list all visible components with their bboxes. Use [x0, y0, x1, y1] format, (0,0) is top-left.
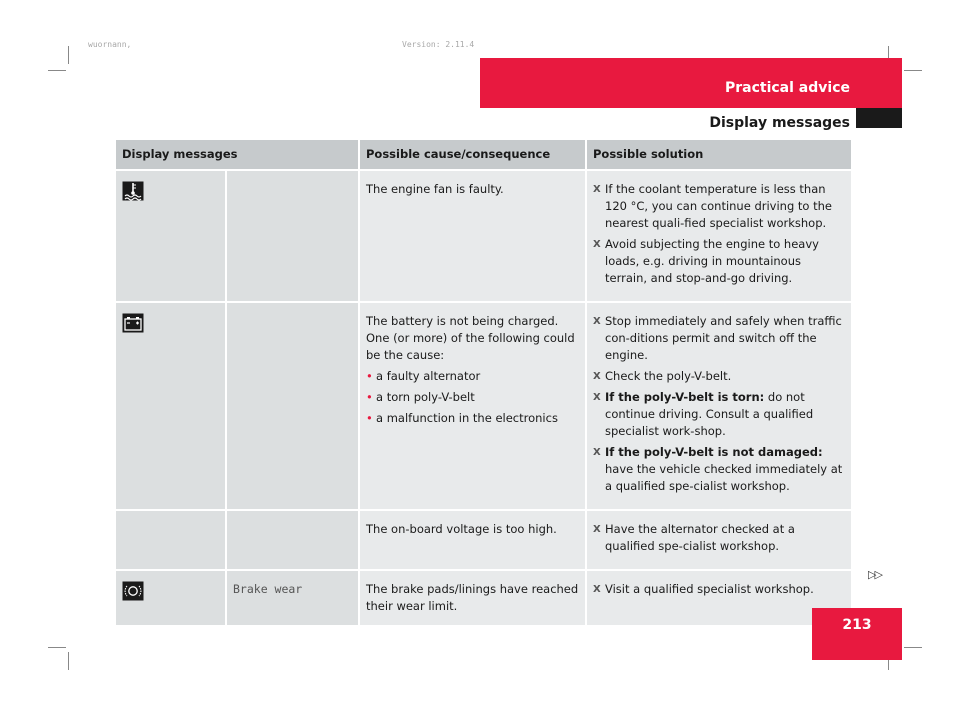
coolant-temperature-icon: [122, 181, 144, 206]
print-slug-right: Version: 2.11.4: [402, 40, 475, 49]
step-arrow-icon: X: [593, 316, 601, 327]
thumb-tab: [856, 108, 902, 128]
icon-cell: [116, 170, 226, 302]
step-arrow-icon: X: [593, 584, 601, 595]
step-text: Stop immediately and safely when traffic con-ditions permit and switch off the engine.: [605, 314, 842, 362]
section-title: Practical advice: [724, 80, 850, 96]
step-text: If the coolant temperature is less than 120 °C, you can continue driving to the nearest quali-fied specialist workshop.: [605, 182, 832, 230]
page-number-band: [812, 608, 902, 660]
subsection-title: Display messages: [709, 115, 850, 131]
column-header-solution: Possible solution: [586, 140, 851, 170]
cause-text: The on-board voltage is too high.: [366, 522, 557, 536]
solution-step: [593, 313, 845, 364]
solution-cell: [586, 170, 851, 302]
solution-cell: [586, 510, 851, 570]
step-text: Have the alternator checked at a qualified spe-cialist workshop.: [605, 522, 795, 553]
step-text: Avoid subjecting the engine to heavy loads, e.g. driving in mountainous terrain, and stop-and-go driving.: [605, 237, 819, 285]
solution-step: [593, 581, 845, 598]
table-row: [116, 302, 851, 510]
solution-step: [593, 389, 845, 440]
step-arrow-icon: X: [593, 524, 601, 535]
cause-bullet: [366, 410, 579, 427]
cause-text: The brake pads/linings have reached their wear limit.: [366, 582, 579, 613]
bullet-dot-icon: •: [366, 411, 373, 425]
message-cell: [226, 570, 359, 625]
battery-icon: [122, 313, 144, 338]
icon-cell: [116, 510, 226, 570]
cause-text: The battery is not being charged. One (or more) of the following could be the cause:: [366, 314, 575, 362]
display-messages-table: [116, 140, 851, 625]
continue-arrow-icon: ▷▷: [868, 568, 881, 581]
crop-mark: [904, 647, 922, 648]
step-arrow-icon: X: [593, 371, 601, 382]
column-header-cause: Possible cause/consequence: [359, 140, 586, 170]
crop-mark: [68, 46, 69, 64]
message-text: Brake wear: [233, 582, 303, 596]
step-arrow-icon: X: [593, 239, 601, 250]
cause-text: The engine fan is faulty.: [366, 182, 504, 196]
crop-mark: [48, 70, 66, 71]
table-row: [116, 170, 851, 302]
solution-step: [593, 444, 845, 495]
step-arrow-icon: X: [593, 392, 601, 403]
crop-mark: [904, 70, 922, 71]
step-arrow-icon: X: [593, 447, 601, 458]
crop-mark: [68, 652, 69, 670]
bullet-text: a faulty alternator: [376, 369, 481, 383]
step-text: Check the poly-V-belt.: [605, 369, 732, 383]
solution-step: [593, 521, 845, 555]
cause-bullet: [366, 389, 579, 406]
cause-cell: [359, 570, 586, 625]
cause-bullet: [366, 368, 579, 385]
table-header-row: [116, 140, 851, 170]
solution-cell: [586, 302, 851, 510]
column-header-display-messages: Display messages: [116, 140, 359, 170]
table-row: [116, 510, 851, 570]
icon-cell: [116, 570, 226, 625]
message-cell: [226, 170, 359, 302]
icon-cell: [116, 302, 226, 510]
cause-cell: [359, 510, 586, 570]
solution-step: [593, 181, 845, 232]
table-row: [116, 570, 851, 625]
cause-cell: [359, 170, 586, 302]
bullet-text: a malfunction in the electronics: [376, 411, 558, 425]
message-cell: [226, 510, 359, 570]
cause-cell: [359, 302, 586, 510]
print-slug-left: wuornann,: [88, 40, 132, 49]
bullet-dot-icon: •: [366, 390, 373, 404]
step-bold: If the poly-V-belt is torn:: [605, 390, 765, 404]
brake-wear-icon: [122, 581, 144, 606]
page-number: 213: [842, 617, 872, 633]
solution-step: [593, 368, 845, 385]
bullet-dot-icon: •: [366, 369, 373, 383]
step-arrow-icon: X: [593, 184, 601, 195]
step-text: do not continue driving. Consult a qualified specialist work-shop.: [605, 390, 814, 438]
message-cell: [226, 302, 359, 510]
bullet-text: a torn poly-V-belt: [376, 390, 475, 404]
solution-step: [593, 236, 845, 287]
crop-mark: [48, 647, 66, 648]
step-text: Visit a qualified specialist workshop.: [605, 582, 814, 596]
step-text: have the vehicle checked immediately at a qualified spe-cialist workshop.: [605, 462, 843, 493]
step-bold: If the poly-V-belt is not damaged:: [605, 445, 823, 459]
